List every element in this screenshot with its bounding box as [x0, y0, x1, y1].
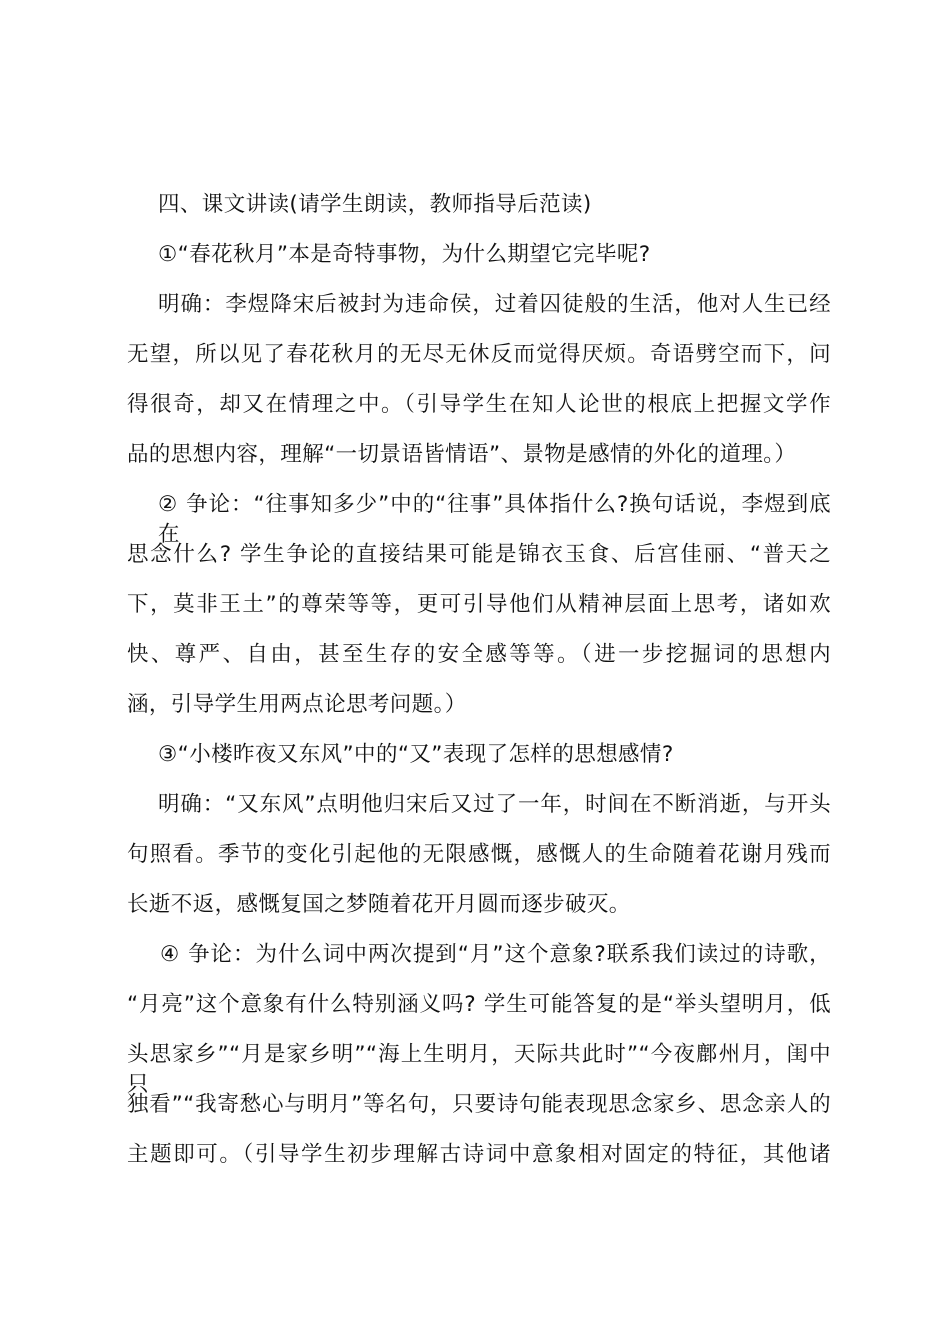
paragraph-line: 涵，引导学生用两点论思考问题。） — [127, 692, 467, 717]
question-4: ④ 争论：为什么词中两次提到“月”这个意象?联系我们读过的诗歌， — [160, 942, 831, 967]
question-3: ③“小楼昨夜又东风”中的“又”表现了怎样的思想感情? — [158, 742, 674, 767]
paragraph-line: 思念什么? 学生争论的直接结果可能是锦衣玉食、后宫佳丽、“普天之 — [127, 542, 831, 567]
paragraph-line: 明确：“又东风”点明他归宋后又过了一年，时间在不断消逝，与开头 — [158, 792, 831, 817]
paragraph-line: 头思家乡”“月是家乡明”“海上生明月，天际共此时”“今夜鄜州月，闺中只 — [127, 1042, 831, 1097]
paragraph-line: 长逝不返，感慨复国之梦随着花开月圆而逐步破灭。 — [127, 892, 631, 917]
paragraph-line: 主题即可。（引导学生初步理解古诗词中意象相对固定的特征，其他诸 — [127, 1142, 831, 1167]
paragraph-line: 快、尊严、自由，甚至生存的安全感等等。（进一步挖掘词的思想内 — [127, 642, 831, 667]
question-1: ①“春花秋月”本是奇特事物，为什么期望它完毕呢? — [158, 242, 651, 267]
paragraph-line: 无望，所以见了春花秋月的无尽无休反而觉得厌烦。奇语劈空而下，问 — [127, 342, 831, 367]
paragraph-line: 下，莫非王土”的尊荣等等，更可引导他们从精神层面上思考，诸如欢 — [127, 592, 831, 617]
paragraph-line: “月亮”这个意象有什么特别涵义吗? 学生可能答复的是“举头望明月，低 — [127, 992, 831, 1017]
paragraph-line: 明确：李煜降宋后被封为违命侯，过着囚徒般的生活，他对人生已经 — [158, 292, 831, 317]
question-2: ② 争论：“往事知多少”中的“往事”具体指什么?换句话说，李煜到底在 — [158, 492, 831, 547]
paragraph-line: 句照看。季节的变化引起他的无限感慨，感慨人的生命随着花谢月残而 — [127, 842, 831, 867]
section-heading: 四、课文讲读(请学生朗读，教师指导后范读) — [158, 192, 592, 217]
paragraph-line: 独看”“我寄愁心与明月”等名句，只要诗句能表现思念家乡、思念亲人的 — [127, 1092, 831, 1117]
paragraph-line: 品的思想内容，理解“一切景语皆情语”、景物是感情的外化的道理。） — [127, 442, 797, 467]
paragraph-line: 得很奇，却又在情理之中。（引导学生在知人论世的根底上把握文学作 — [127, 392, 831, 417]
